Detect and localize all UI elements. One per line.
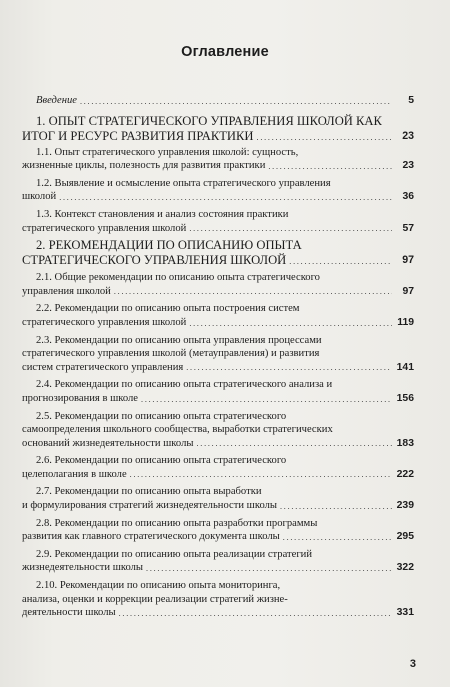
toc-entry-title: анализа, оценки и коррекции реализации стратегий жизне- (22, 593, 288, 605)
toc-entry[interactable] (22, 114, 414, 144)
page-title: Оглавление (181, 44, 269, 60)
dot-leader (186, 363, 392, 372)
toc-entry-title: 2. РЕКОМЕНДАЦИИ ПО ОПИСАНИЮ ОПЫТА (36, 238, 302, 253)
toc-entry[interactable] (22, 271, 414, 298)
page-number: 3 (409, 658, 416, 670)
toc-page-number: 222 (396, 468, 414, 480)
toc-entry[interactable] (22, 454, 414, 481)
toc-page-number: 97 (402, 254, 414, 267)
dot-leader (114, 287, 392, 296)
dot-leader (80, 97, 392, 106)
toc-entry-title: 1. ОПЫТ СТРАТЕГИЧЕСКОГО УПРАВЛЕНИЯ ШКОЛОЙ КАК (36, 113, 382, 128)
toc-entry[interactable] (22, 410, 414, 451)
toc-entry-title: 2.3. Рекомендации по описанию опыта управления процессами (36, 334, 322, 346)
toc-entry[interactable] (22, 548, 414, 575)
toc-page-number: 156 (396, 392, 414, 404)
toc-entry-title: 2.5. Рекомендации по описанию опыта стратегического (36, 410, 287, 422)
toc-entry-title: 2.7. Рекомендации по описанию опыта выработки (36, 486, 262, 498)
toc-page-number: 295 (396, 531, 414, 543)
dot-leader (119, 609, 392, 618)
toc-entry-title: СТРАТЕГИЧЕСКОГО УПРАВЛЕНИЯ ШКОЛОЙ (22, 253, 287, 268)
toc-entry-title: деятельности школы (22, 607, 116, 619)
toc-entry-title: оснований жизнедеятельности школы (22, 437, 194, 449)
toc-entry[interactable] (22, 94, 414, 108)
dot-leader (196, 439, 392, 448)
dot-leader (257, 133, 392, 142)
toc-entry-title: жизнедеятельности школы (22, 562, 144, 574)
toc-page-number: 141 (396, 361, 414, 373)
toc-entry[interactable] (22, 334, 414, 375)
toc-entry-title: жизненные циклы, полезность для развития практики (22, 160, 266, 172)
toc-entry-title: самоопределения школьного сообщества, выработки стратегических (22, 424, 333, 436)
toc-entry-title: стратегического управления школой (22, 222, 187, 234)
toc-entry[interactable] (22, 302, 414, 329)
dot-leader (130, 470, 392, 479)
toc-entry-title: систем стратегического управления (22, 361, 184, 373)
dot-leader (189, 224, 392, 233)
toc-entry-title: 2.10. Рекомендации по описанию опыта мониторинга, (36, 580, 281, 592)
toc-page-number: 239 (396, 500, 414, 512)
toc-entry[interactable] (22, 517, 414, 544)
toc-entry[interactable] (22, 177, 414, 204)
toc-entry-title: и формулирования стратегий жизнедеятельности школы (22, 500, 277, 512)
dot-leader (283, 533, 392, 542)
toc-entry[interactable] (22, 579, 414, 620)
toc-entry-title: управления школой (22, 285, 111, 297)
toc-entry-title: целеполагания в школе (22, 468, 127, 480)
toc-entry-title: 1.2. Выявление и осмысление опыта стратегического управления (36, 177, 331, 189)
toc-entry-title: стратегического управления школой (метауправления) и развития (22, 348, 320, 360)
dot-leader (146, 564, 392, 573)
toc-page-number: 119 (397, 316, 414, 328)
toc-page-number: 23 (402, 129, 414, 142)
toc-page-number: 36 (402, 191, 414, 203)
toc-entry-title: прогнозирования в школе (22, 392, 139, 404)
toc-page-number: 57 (402, 222, 414, 234)
toc-page-number: 97 (402, 285, 414, 297)
toc-entry[interactable] (22, 238, 414, 268)
dot-leader (289, 257, 392, 266)
dot-leader (268, 162, 392, 171)
toc-entry[interactable] (22, 485, 414, 512)
toc-entry-title: 2.1. Общие рекомендации по описанию опыта стратегического (36, 272, 320, 284)
toc-page-number: 23 (402, 160, 414, 172)
toc-page-number: 322 (396, 562, 414, 574)
toc-entry-title: 2.9. Рекомендации по описанию опыта реализации стратегий (36, 548, 313, 560)
toc-entry[interactable] (22, 378, 414, 405)
toc-entry-title: 1.1. Опыт стратегического управления школой: сущность, (36, 146, 299, 158)
toc-entry-title: стратегического управления школой (22, 316, 187, 328)
dot-leader (280, 502, 392, 511)
dot-leader (189, 319, 392, 328)
toc-entry[interactable] (22, 208, 414, 235)
toc-entry-title: ИТОГ И РЕСУРС РАЗВИТИЯ ПРАКТИКИ (22, 128, 254, 143)
table-of-contents (22, 90, 414, 620)
toc-entry-title: Введение (36, 95, 77, 106)
toc-page-number: 183 (396, 437, 414, 449)
toc-entry-title: 2.4. Рекомендации по описанию опыта стратегического анализа и (36, 379, 333, 391)
dot-leader (59, 193, 392, 202)
dot-leader (141, 395, 392, 404)
toc-entry-title: школой (22, 191, 57, 203)
toc-page-number: 5 (408, 95, 414, 106)
toc-entry-title: 2.2. Рекомендации по описанию опыта построения систем (36, 303, 300, 315)
toc-entry[interactable] (22, 146, 414, 173)
toc-entry-title: развития как главного стратегического документа школы (22, 531, 280, 543)
toc-page-number: 331 (396, 607, 414, 619)
toc-entry-title: 2.6. Рекомендации по описанию опыта стратегического (36, 455, 287, 467)
toc-entry-title: 1.3. Контекст становления и анализ состояния практики (36, 208, 289, 220)
toc-entry-title: 2.8. Рекомендации по описанию опыта разработки программы (36, 517, 318, 529)
